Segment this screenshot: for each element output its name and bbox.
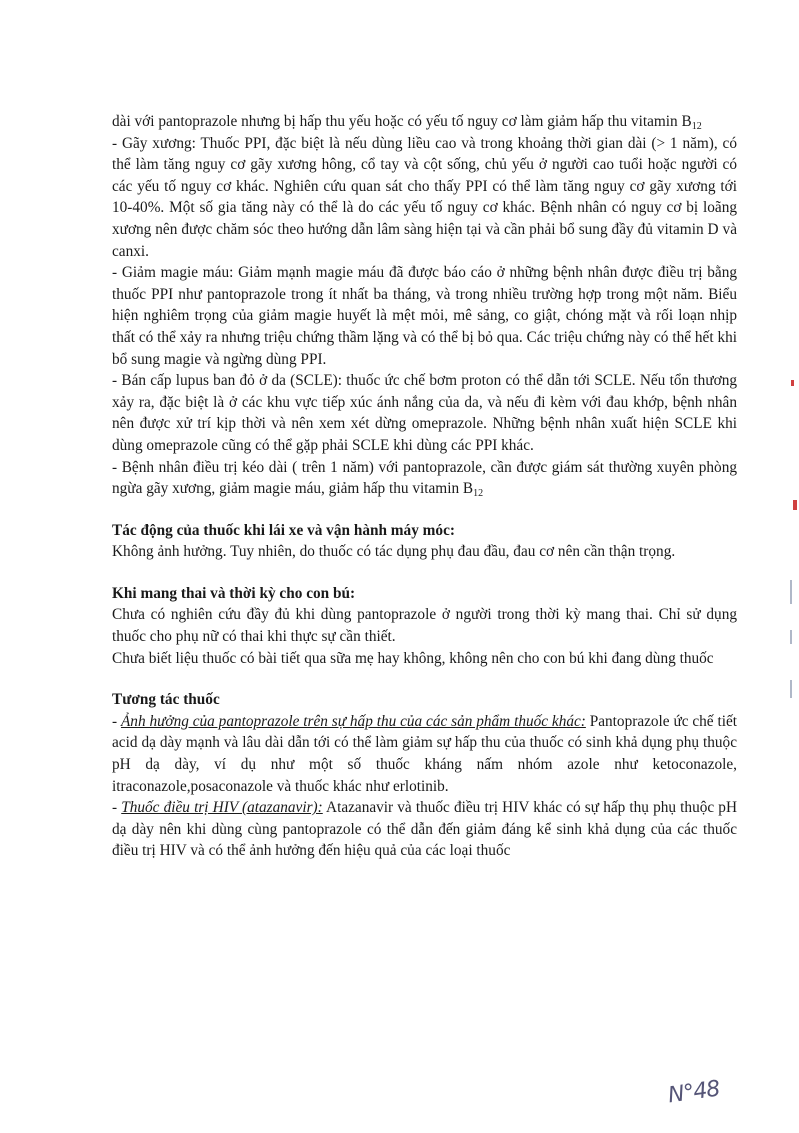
driving-heading: Tác động của thuốc khi lái xe và vận hành máy móc: (112, 521, 455, 539)
item2-title: Thuốc điều trị HIV (atazanavir): (121, 799, 323, 817)
intro-text: dài với pantoprazole nhưng bị hấp thu yếu hoặc có yếu tố nguy cơ làm giảm hấp thu vitamin B (112, 113, 692, 130)
edge-mark-red-2 (793, 500, 797, 510)
interactions-heading: Tương tác thuốc (112, 691, 220, 709)
pregnancy-heading: Khi mang thai và thời kỳ cho con bú: (112, 584, 356, 602)
interactions-section (112, 689, 737, 862)
driving-text: Không ảnh hưởng. Tuy nhiên, do thuốc có tác dụng phụ đau đầu, đau cơ nên cần thận trọng. (112, 543, 676, 561)
scle-paragraph: - Bán cấp lupus ban đỏ ở da (SCLE): thuốc ức chế bơm proton có thể dẫn tới SCLE. Nếu tổn thương xảy ra, đặc biệt là ở các khu vực tiếp xúc ánh nắng của da, và nếu đi kèm với đau khớp, bệnh nhân nên được xử trí kịp thời và nên xem xét dừng omeprazole. Những bệnh nhân xuất hiện SCLE khi dùng omeprazole cũng có thể gặp phải SCLE khi dùng các PPI khác. (112, 372, 737, 454)
magnesium-paragraph: - Giảm magie máu: Giảm mạnh magie máu đã được báo cáo ở những bệnh nhân được điều trị bằng thuốc PPI như pantoprazole trong ít nhất ba tháng, và trong nhiều trường hợp trong một năm. Biểu hiện nghiêm trọng của giảm magie huyết là mệt mỏi, mê sảng, co giật, chóng mặt và rối loạn nhịp thất có thể xảy ra nhưng triệu chứng thầm lặng và có thể bị bỏ qua. Các triệu chứng này có thể hết khi bổ sung magie và ngừng dùng PPI. (112, 264, 737, 368)
longterm-paragraph (112, 457, 737, 500)
edge-mark-grey-3 (790, 680, 792, 698)
longterm-text: - Bệnh nhân điều trị kéo dài ( trên 1 năm) với pantoprazole, cần được giám sát thường xuyên phòng ngừa gãy xương, giảm magie máu, giảm hấp thu vitamin B (112, 458, 737, 498)
edge-mark-red-1 (791, 380, 794, 386)
intro-subscript: 12 (691, 121, 702, 132)
fracture-paragraph: - Gãy xương: Thuốc PPI, đặc biệt là nếu dùng liều cao và trong khoảng thời gian dài (> 1 năm), có thể làm tăng nguy cơ gãy xương hông, cổ tay và cột sống, chủ yếu ở người cao tuổi hoặc người có các yếu tố nguy cơ khác. Nghiên cứu quan sát cho thấy PPI có thể làm tăng nguy cơ gãy xương tới 10-40%. Một số gia tăng này có thể là do các yếu tố nguy cơ khác. Bệnh nhân có nguy cơ bị loãng xương nên được chăm sóc theo hướng dẫn lâm sàng hiện tại và cần phải bổ sung đầy đủ vitamin D và canxi. (112, 134, 737, 260)
item2-text: Atazanavir và thuốc điều trị HIV khác có sự hấp thụ phụ thuộc pH dạ dày nên khi dùng cùng pantoprazole có thể dẫn đến giảm đáng kể sinh khả dụng của các thuốc điều trị HIV và có thể ảnh hưởng đến hiệu quả của các loại thuốc (112, 799, 737, 860)
pregnancy-text-1: Chưa có nghiên cứu đầy đủ khi dùng pantoprazole ở người trong thời kỳ mang thai. Chỉ sử dụng thuốc cho phụ nữ có thai khi thực sự cần thiết. (112, 606, 737, 646)
document-page (112, 111, 737, 862)
page-number: N°48 (666, 1076, 721, 1109)
longterm-subscript: 12 (473, 488, 484, 500)
edge-mark-grey-2 (790, 630, 792, 644)
intro-paragraph (112, 111, 737, 133)
item1-title: Ảnh hưởng của pantoprazole trên sự hấp thu của các sản phẩm thuốc khác: (120, 712, 586, 730)
interaction-item-1 (112, 711, 737, 797)
item1-prefix: - (112, 712, 121, 730)
item2-prefix: - (112, 799, 122, 817)
pregnancy-text-2: Chưa biết liệu thuốc có bài tiết qua sữa mẹ hay không, không nên cho con bú khi đang dùng thuốc (112, 649, 714, 667)
item1-text: Pantoprazole ức chế tiết acid dạ dày mạnh và lâu dài dẫn tới có thể làm giảm sự hấp thu của thuốc có sinh khả dụng phụ thuộc pH dạ dày, ví dụ như một số thuốc kháng nấm nhóm azole như ketoconazole, itraconazole,posaconazole và thuốc khác như erlotinib. (112, 712, 737, 795)
interaction-item-2 (112, 797, 737, 862)
edge-mark-grey-1 (790, 580, 792, 604)
pregnancy-section (112, 583, 737, 669)
driving-section (112, 520, 737, 563)
scan-edge-marks (785, 0, 799, 1133)
